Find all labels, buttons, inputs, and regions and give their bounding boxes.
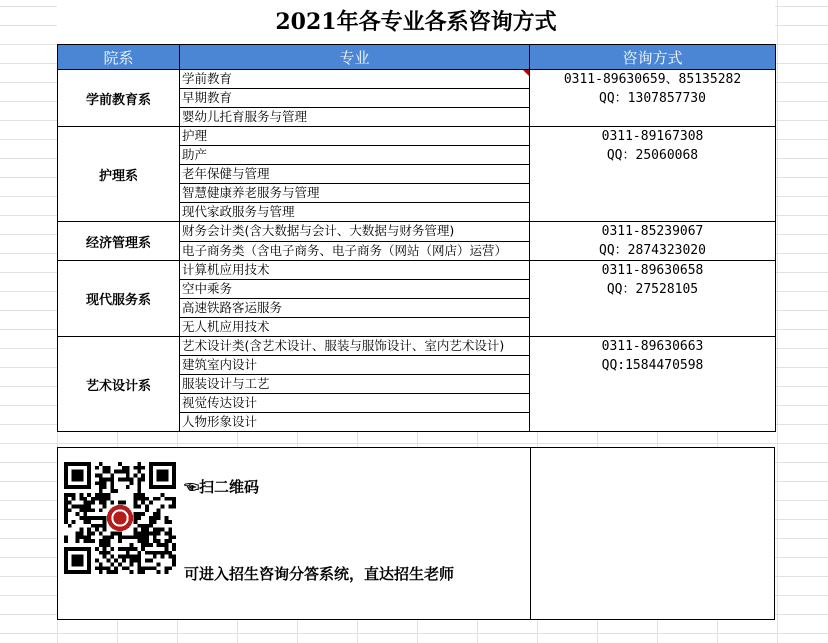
major-name: 空中乘务	[182, 281, 233, 296]
table-row	[58, 222, 776, 242]
major-cell[interactable]	[180, 375, 530, 394]
department-name: 艺术设计系	[58, 337, 180, 432]
contact-cell	[530, 337, 776, 432]
qr-code-icon[interactable]	[64, 462, 176, 574]
contact-cell	[530, 222, 776, 261]
major-cell[interactable]	[180, 222, 530, 242]
comment-marker-icon[interactable]	[523, 70, 529, 76]
contact-phone: 0311-89630659、85135282	[563, 72, 742, 87]
contact-phone: 0311-89630663	[601, 339, 704, 354]
table-row	[58, 261, 776, 280]
major-name: 服装设计与工艺	[182, 376, 270, 391]
consult-system-text: 可进入招生咨询分答系统，直达招生老师	[184, 565, 455, 583]
major-cell[interactable]	[180, 108, 530, 127]
table-row	[58, 127, 776, 146]
table-body	[58, 70, 776, 432]
table-row	[58, 337, 776, 356]
major-name: 视觉传达设计	[182, 395, 258, 410]
major-name: 学前教育	[182, 71, 233, 86]
major-name: 助产	[182, 147, 208, 162]
major-cell[interactable]	[180, 413, 530, 432]
major-name: 财务会计类(含大数据与会计、大数据与财务管理)	[182, 223, 455, 239]
major-cell[interactable]	[180, 241, 530, 261]
major-cell[interactable]	[180, 337, 530, 356]
major-name: 早期教育	[182, 90, 233, 105]
major-cell[interactable]	[180, 165, 530, 184]
consult-table	[57, 44, 776, 432]
major-cell[interactable]	[180, 146, 530, 165]
scan-qr-label: ☜扫二维码	[184, 478, 260, 496]
contact-qq: QQ:1584470598	[601, 358, 704, 373]
contact-cell	[530, 127, 776, 222]
pointing-hand-icon: ☜	[184, 478, 200, 496]
major-cell[interactable]	[180, 394, 530, 413]
major-name: 高速铁路客运服务	[182, 300, 283, 315]
table-row	[58, 70, 776, 89]
major-name: 婴幼儿托育服务与管理	[182, 109, 308, 124]
contact-cell	[530, 261, 776, 337]
contact-phone: 0311-89630658	[601, 263, 704, 278]
major-name: 建筑室内设计	[182, 357, 258, 372]
major-name: 计算机应用技术	[182, 262, 270, 277]
major-name: 无人机应用技术	[182, 319, 270, 334]
major-cell[interactable]	[180, 127, 530, 146]
major-cell[interactable]	[180, 280, 530, 299]
contact-qq: QQ：25060068	[606, 148, 699, 163]
table-header-row	[58, 45, 776, 70]
department-name: 学前教育系	[58, 70, 180, 127]
department-name: 经济管理系	[58, 222, 180, 261]
contact-qq: QQ：27528105	[606, 282, 699, 297]
department-name: 现代服务系	[58, 261, 180, 337]
major-cell[interactable]	[180, 89, 530, 108]
page-title: 2021年各专业各系咨询方式	[57, 0, 775, 44]
major-name: 智慧健康养老服务与管理	[182, 185, 320, 200]
major-name: 艺术设计类(含艺术设计、服装与服饰设计、室内艺术设计)	[182, 338, 505, 353]
contact-qq: QQ：2874323020	[599, 243, 706, 258]
major-cell[interactable]	[180, 184, 530, 203]
contact-phone: 0311-89167308	[601, 129, 704, 144]
major-name: 老年保健与管理	[182, 166, 270, 181]
major-cell[interactable]	[180, 318, 530, 337]
major-cell[interactable]	[180, 356, 530, 375]
contact-qq: QQ：1307857730	[599, 91, 706, 106]
major-name: 人物形象设计	[182, 414, 258, 429]
contact-phone: 0311-85239067	[601, 224, 704, 239]
major-cell[interactable]	[180, 299, 530, 318]
major-cell[interactable]	[180, 203, 530, 222]
major-name: 现代家政服务与管理	[182, 204, 295, 219]
contact-cell	[530, 70, 776, 127]
header-department: 院系	[58, 45, 180, 70]
header-major: 专业	[180, 45, 530, 70]
major-name: 电子商务类（含电子商务、电子商务（网站（网店）运营）	[182, 242, 508, 258]
major-cell[interactable]	[180, 70, 530, 89]
department-name: 护理系	[58, 127, 180, 222]
major-name: 护理	[182, 128, 208, 143]
qr-panel-divider	[530, 447, 531, 620]
major-cell[interactable]	[180, 261, 530, 280]
header-contact: 咨询方式	[530, 45, 776, 70]
